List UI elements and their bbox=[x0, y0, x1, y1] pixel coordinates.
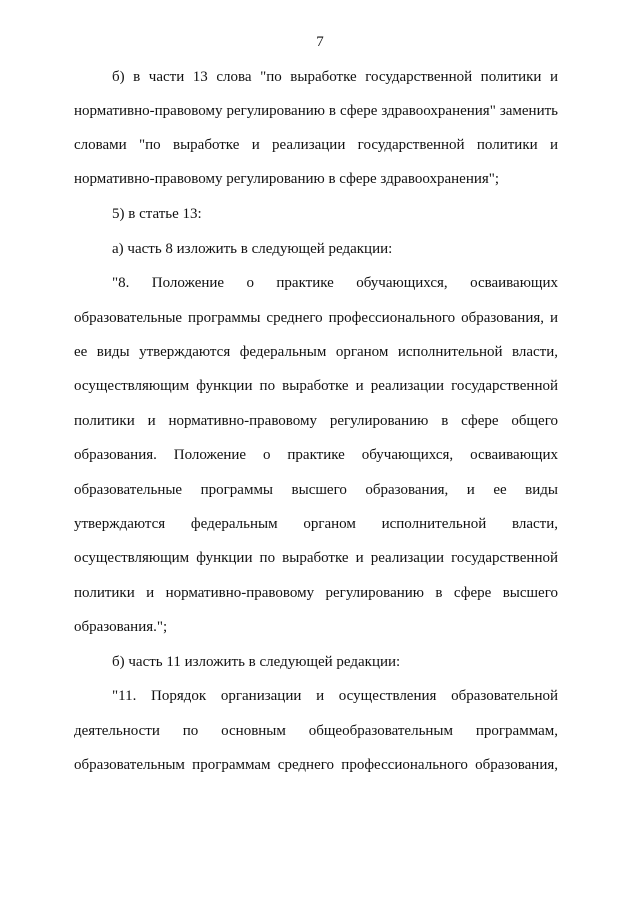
text-line: политики и нормативно-правовому регулированию в сфере общего bbox=[74, 413, 558, 429]
text-line: образовательные программы среднего профессионального образования, и bbox=[74, 310, 558, 326]
text-line: нормативно-правовому регулированию в сфере здравоохранения" заменить bbox=[74, 103, 558, 119]
text-line: образовательные программы высшего образования, и ее виды bbox=[74, 482, 558, 498]
text-line: "8. Положение о практике обучающихся, осваивающих bbox=[112, 275, 558, 291]
text-line: политики и нормативно-правовому регулированию в сфере высшего bbox=[74, 585, 558, 601]
text-line: ее виды утверждаются федеральным органом исполнительной власти, bbox=[74, 344, 558, 360]
text-line: образования. Положение о практике обучающихся, осваивающих bbox=[74, 447, 558, 463]
text-line: а) часть 8 изложить в следующей редакции: bbox=[112, 241, 393, 257]
text-line: словами "по выработке и реализации государственной политики и bbox=[74, 137, 558, 153]
text-line: утверждаются федеральным органом исполнительной власти, bbox=[74, 516, 558, 532]
page-number: 7 bbox=[316, 34, 324, 50]
text-line: деятельности по основным общеобразовательным программам, bbox=[74, 723, 558, 739]
text-line: "11. Порядок организации и осуществления образовательной bbox=[112, 688, 558, 704]
text-line: образовательным программам среднего профессионального образования, bbox=[74, 757, 558, 773]
text-line: осуществляющим функции по выработке и реализации государственной bbox=[74, 378, 558, 394]
text-line: осуществляющим функции по выработке и реализации государственной bbox=[74, 550, 558, 566]
text-line: образования."; bbox=[74, 619, 168, 635]
text-line: 5) в статье 13: bbox=[112, 206, 202, 222]
text-line: б) часть 11 изложить в следующей редакции: bbox=[112, 654, 401, 670]
text-line: б) в части 13 слова "по выработке государственной политики и bbox=[112, 69, 558, 85]
text-line: нормативно-правовому регулированию в сфере здравоохранения"; bbox=[74, 171, 500, 187]
